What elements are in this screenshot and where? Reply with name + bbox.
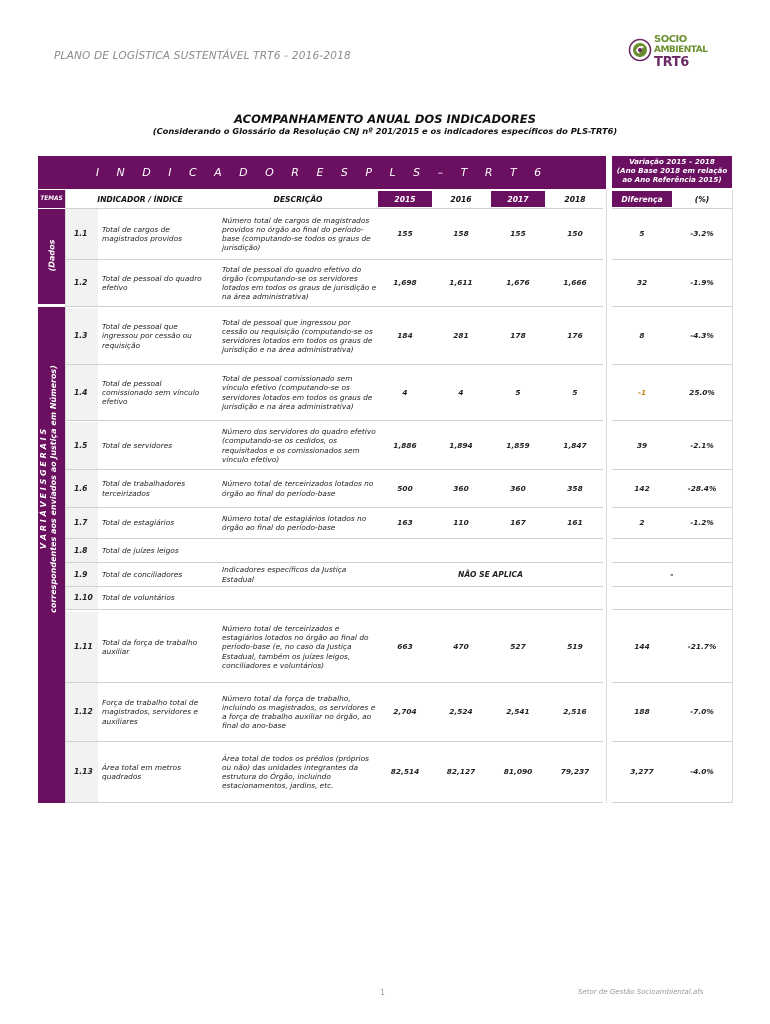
col-2018-header: 2018	[564, 194, 586, 204]
value-2015: 184	[397, 331, 413, 341]
value-2016: 281	[453, 331, 469, 341]
row-descricao: Número total da força de trabalho, incluindo os magistrados, os servidores e a força de trabalho auxiliar no órgão, ao final do ano-base	[222, 693, 376, 731]
value-pct: -3.2%	[690, 229, 714, 239]
value-2016: 470	[453, 642, 469, 652]
value-2018: 358	[567, 483, 583, 493]
col-descricao-header: DESCRIÇÃO	[273, 194, 323, 204]
value-2017: 1,676	[506, 278, 530, 288]
row-divider	[612, 420, 732, 421]
col-pct-header: (%)	[694, 194, 710, 204]
merged-descricao: Indicadores específicos da Justiça Estadual	[222, 565, 347, 584]
value-2016: 1,611	[449, 278, 473, 288]
indicators-banner	[38, 156, 606, 189]
variation-line-1: Variação 2015 – 2018	[629, 157, 715, 166]
row-indicador: Total de estagiários	[102, 518, 175, 528]
row-id: 1.11	[66, 612, 98, 682]
value-2018: 5	[572, 387, 578, 397]
value-2016: 2,524	[449, 707, 473, 717]
col-2017-header: 2017	[491, 191, 545, 207]
value-2018: 176	[567, 331, 583, 341]
col-diferenca-header: Diferença	[612, 191, 672, 207]
row-indicador: Total de cargos de magistrados providos	[102, 224, 182, 243]
value-2018: 1,666	[563, 278, 587, 288]
value-2015: 500	[397, 483, 413, 493]
value-diferenca: 3,277	[630, 767, 654, 777]
row-indicador: Total de servidores	[102, 440, 173, 450]
row-indicador: Total de pessoal do quadro efetivo	[102, 273, 202, 292]
value-diferenca: 39	[636, 440, 648, 450]
row-id: 1.4	[66, 365, 98, 420]
value-pct: -1.2%	[690, 518, 714, 528]
page-subtitle: (Considerando o Glossário da Resolução CNJ nº 201/2015 e os indicadores específicos do PLS-TRT6)	[152, 126, 618, 136]
value-2018: 2,516	[563, 707, 587, 717]
row-id: 1.10	[66, 587, 98, 609]
row-indicador: Total de pessoal comissionado sem vínculo efetivo	[102, 378, 200, 407]
value-2015: 1,698	[393, 278, 417, 288]
value-2018: 79,237	[560, 767, 590, 777]
row-descricao: Número total de terceirizados e estagiários lotados no órgão ao final do período-base (e, no caso da Justiça Estadual, também os juízes leigos, conciliadores e voluntários)	[222, 623, 369, 670]
row-indicador: Total da força de trabalho auxiliar	[102, 637, 198, 656]
page-title: ACOMPANHAMENTO ANUAL DOS INDICADORES	[234, 112, 536, 126]
row-divider	[612, 802, 732, 803]
value-pct: -21.7%	[687, 642, 717, 652]
variation-banner	[612, 156, 732, 188]
value-2017: 178	[510, 331, 526, 341]
row-id: 1.13	[66, 742, 98, 802]
row-descricao: Número total de terceirizados lotados no órgão ao final do período-base	[222, 479, 374, 498]
row-id: 1.2	[66, 260, 98, 306]
row-descricao: Total de pessoal que ingressou por cessão ou requisição (computando-se os servidores lotados em todos os graus de jurisdição e na área administrativa)	[222, 317, 373, 355]
row-indicador: Total de pessoal que ingressou por cessão ou requisição	[102, 322, 192, 350]
socioambiental-logo	[628, 34, 728, 74]
side-label-variaveis	[39, 229, 59, 749]
row-descricao: Área total de todos os prédios (próprios ou não) das unidades integrantes da estrutura do Órgão, incluindo estacionamentos, jardins, etc.	[222, 753, 369, 791]
col-2016-header: 2016	[450, 194, 472, 204]
value-2017: 2,541	[506, 707, 530, 717]
value-diferenca: 32	[636, 278, 648, 288]
row-divider	[66, 802, 603, 803]
side-band-variaveis	[38, 307, 65, 803]
row-id: 1.9	[66, 563, 98, 586]
value-2017: 81,090	[503, 767, 533, 777]
value-pct: -1.9%	[690, 278, 714, 288]
value-pct: -4.0%	[690, 767, 714, 777]
value-diferenca: -1	[637, 387, 647, 397]
value-diferenca: 8	[639, 331, 645, 341]
value-2017: 167	[510, 518, 526, 528]
value-pct: -28.4%	[687, 483, 717, 493]
row-indicador: Total de conciliadores	[102, 569, 183, 579]
value-diferenca: 142	[634, 483, 650, 493]
variation-line-3: ao Ano Referência 2015)	[622, 175, 722, 184]
value-2018: 150	[567, 229, 583, 239]
value-2016: 158	[453, 229, 469, 239]
row-indicador: Total de juízes leigos	[102, 545, 179, 555]
row-divider	[66, 306, 603, 307]
value-2015: 163	[397, 518, 413, 528]
value-2015: 82,514	[390, 767, 420, 777]
value-2015: 155	[397, 229, 413, 239]
value-diferenca: 144	[634, 642, 650, 652]
temas-header: TEMAS	[38, 190, 65, 208]
col-2015-header: 2015	[378, 191, 432, 207]
leaf-globe-icon	[628, 38, 652, 62]
row-id: 1.1	[66, 209, 98, 259]
row-descricao: Total de pessoal do quadro efetivo do órgão (computando-se os servidores lotados em todos os graus de jurisdição e na área administrativa)	[222, 264, 377, 302]
row-id: 1.6	[66, 470, 98, 507]
column-divider	[65, 190, 66, 803]
value-diferenca: 5	[639, 229, 645, 239]
row-descricao: Número dos servidores do quadro efetivo (computando-se os cedidos, os requisitados e os comissionados sem vínculo efetivo)	[222, 427, 376, 464]
merged-dash: -	[670, 570, 674, 579]
value-2018: 1,847	[563, 440, 587, 450]
row-indicador: Força de trabalho total de magistrados, servidores e auxiliares	[102, 698, 199, 726]
logo-line-2: AMBIENTAL	[654, 45, 708, 55]
row-descricao: Total de pessoal comissionado sem vínculo efetivo (computando-se os servidores lotados em todos os graus de jurisdição e na área administrativa)	[222, 374, 373, 411]
side-label-variaveis-1: V A R I Á V E I S G E R A I S	[39, 428, 48, 550]
row-id: 1.3	[66, 308, 98, 364]
value-2016: 360	[453, 483, 469, 493]
value-2015: 4	[402, 387, 408, 397]
value-2016: 4	[458, 387, 464, 397]
value-pct: -4.3%	[690, 331, 714, 341]
footer-org: Setor de Gestão Socioambiental.afs	[578, 988, 704, 996]
row-indicador: Total de voluntários	[102, 593, 175, 603]
row-descricao: Número total de estagiários lotados no órgão ao final do período-base	[222, 513, 367, 532]
variation-line-2: (Ano Base 2018 em relação	[616, 166, 728, 175]
page-number: 1	[380, 988, 386, 997]
col-indicador-header: INDICADOR / ÍNDICE	[97, 194, 183, 204]
document-header-title: PLANO DE LOGÍSTICA SUSTENTÁVEL TRT6 - 2016-2018	[54, 50, 351, 62]
value-pct: 25.0%	[689, 387, 715, 397]
indicators-banner-text: I N D I C A D O R E S P L S – T R T 6	[95, 166, 549, 179]
value-2017: 1,859	[506, 440, 530, 450]
row-indicador: Total de trabalhadores terceirizados	[102, 479, 186, 498]
column-divider	[606, 190, 607, 803]
value-2017: 360	[510, 483, 526, 493]
merged-not-applicable: NÃO SE APLICA	[458, 570, 523, 579]
logo-line-3: TRT6	[654, 55, 690, 70]
value-diferenca: 2	[639, 518, 645, 528]
row-divider	[66, 420, 603, 421]
value-diferenca: 188	[634, 707, 650, 717]
value-2018: 519	[567, 642, 583, 652]
side-label-dados: (Dados	[47, 239, 57, 272]
value-pct: -7.0%	[690, 707, 714, 717]
value-2016: 110	[453, 518, 469, 528]
value-pct: -2.1%	[690, 440, 714, 450]
row-descricao: Número total de cargos de magistrados providos no órgão ao final do período-base (computando-se todos os graus de jurisdição)	[222, 215, 371, 253]
row-id: 1.5	[66, 422, 98, 469]
value-2015: 663	[397, 642, 413, 652]
value-2016: 1,894	[449, 440, 473, 450]
row-id: 1.12	[66, 683, 98, 741]
row-divider	[612, 306, 732, 307]
row-id: 1.8	[66, 539, 98, 562]
side-label-variaveis-2: correspondentes aos enviados ao Justiça em Números)	[49, 365, 58, 613]
row-indicador: Área total em metros quadrados	[102, 762, 181, 781]
value-2015: 1,886	[393, 440, 417, 450]
value-2017: 5	[515, 387, 521, 397]
row-id: 1.7	[66, 508, 98, 538]
value-2015: 2,704	[393, 707, 417, 717]
value-2017: 155	[510, 229, 526, 239]
logo-line-1: SOCIO	[654, 34, 687, 45]
column-divider	[732, 190, 733, 803]
value-2016: 82,127	[446, 767, 476, 777]
value-2018: 161	[567, 518, 583, 528]
value-2017: 527	[510, 642, 526, 652]
